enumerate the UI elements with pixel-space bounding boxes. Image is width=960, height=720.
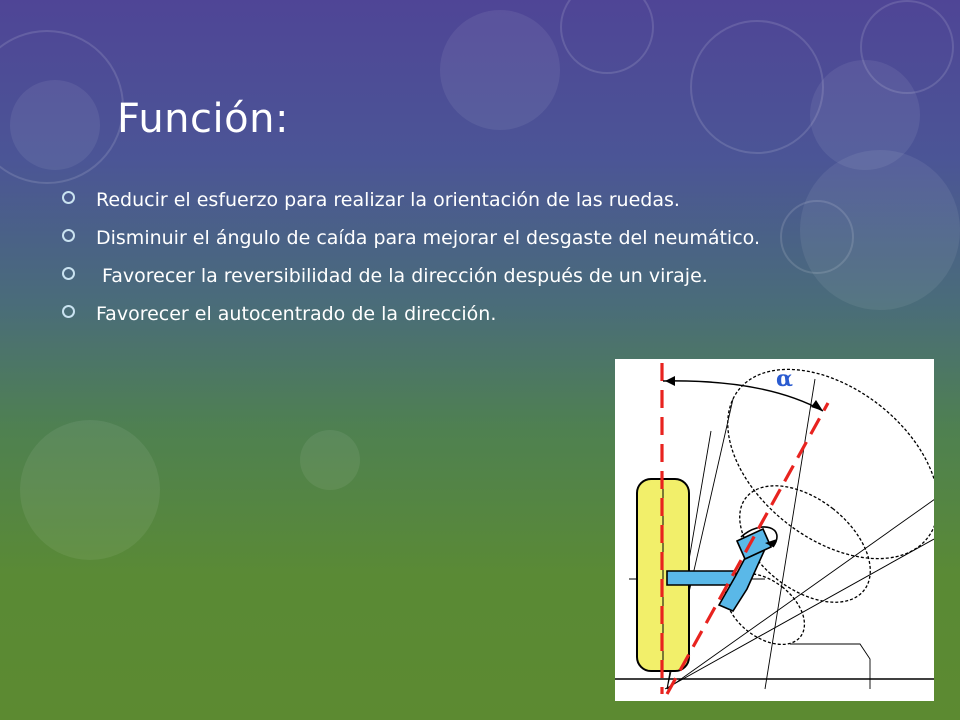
fender-line (790, 644, 870, 689)
construction-line (765, 379, 815, 689)
circle-bullet-icon (62, 191, 75, 204)
angle-alpha-label: α (776, 366, 793, 392)
angle-arrowhead (811, 400, 823, 411)
decor-bubble (10, 80, 100, 170)
decor-bubble (300, 430, 360, 490)
bullet-text: Favorecer la reversibilidad de la dirección después de un viraje. (96, 265, 708, 287)
bullet-list (60, 186, 800, 338)
slope-line (665, 539, 934, 689)
decor-bubble (440, 10, 560, 130)
bullet-text: Disminuir el ángulo de caída para mejorar el desgaste del neumático. (96, 227, 760, 249)
bullet-item (60, 262, 800, 290)
cone-ellipse (692, 359, 934, 597)
circle-bullet-icon (62, 305, 75, 318)
cone-ellipses (692, 359, 934, 659)
decor-bubble (860, 0, 954, 94)
circle-bullet-icon (62, 267, 75, 280)
bullet-item (60, 300, 800, 328)
angle-arrowhead (665, 376, 675, 386)
decor-bubble (560, 0, 654, 74)
decor-bubble (20, 420, 160, 560)
decor-bubble (690, 20, 824, 154)
circle-bullet-icon (62, 229, 75, 242)
slide-title: Función: (117, 96, 289, 142)
construction-line (667, 499, 934, 689)
angle-arc (663, 381, 823, 411)
bullet-text: Favorecer el autocentrado de la dirección. (96, 303, 497, 325)
bullet-item (60, 186, 800, 214)
diagram-svg (615, 359, 934, 701)
bullet-item (60, 224, 800, 252)
bullet-text: Reducir el esfuerzo para realizar la orientación de las ruedas. (96, 189, 680, 211)
steering-axis-diagram (615, 359, 934, 701)
